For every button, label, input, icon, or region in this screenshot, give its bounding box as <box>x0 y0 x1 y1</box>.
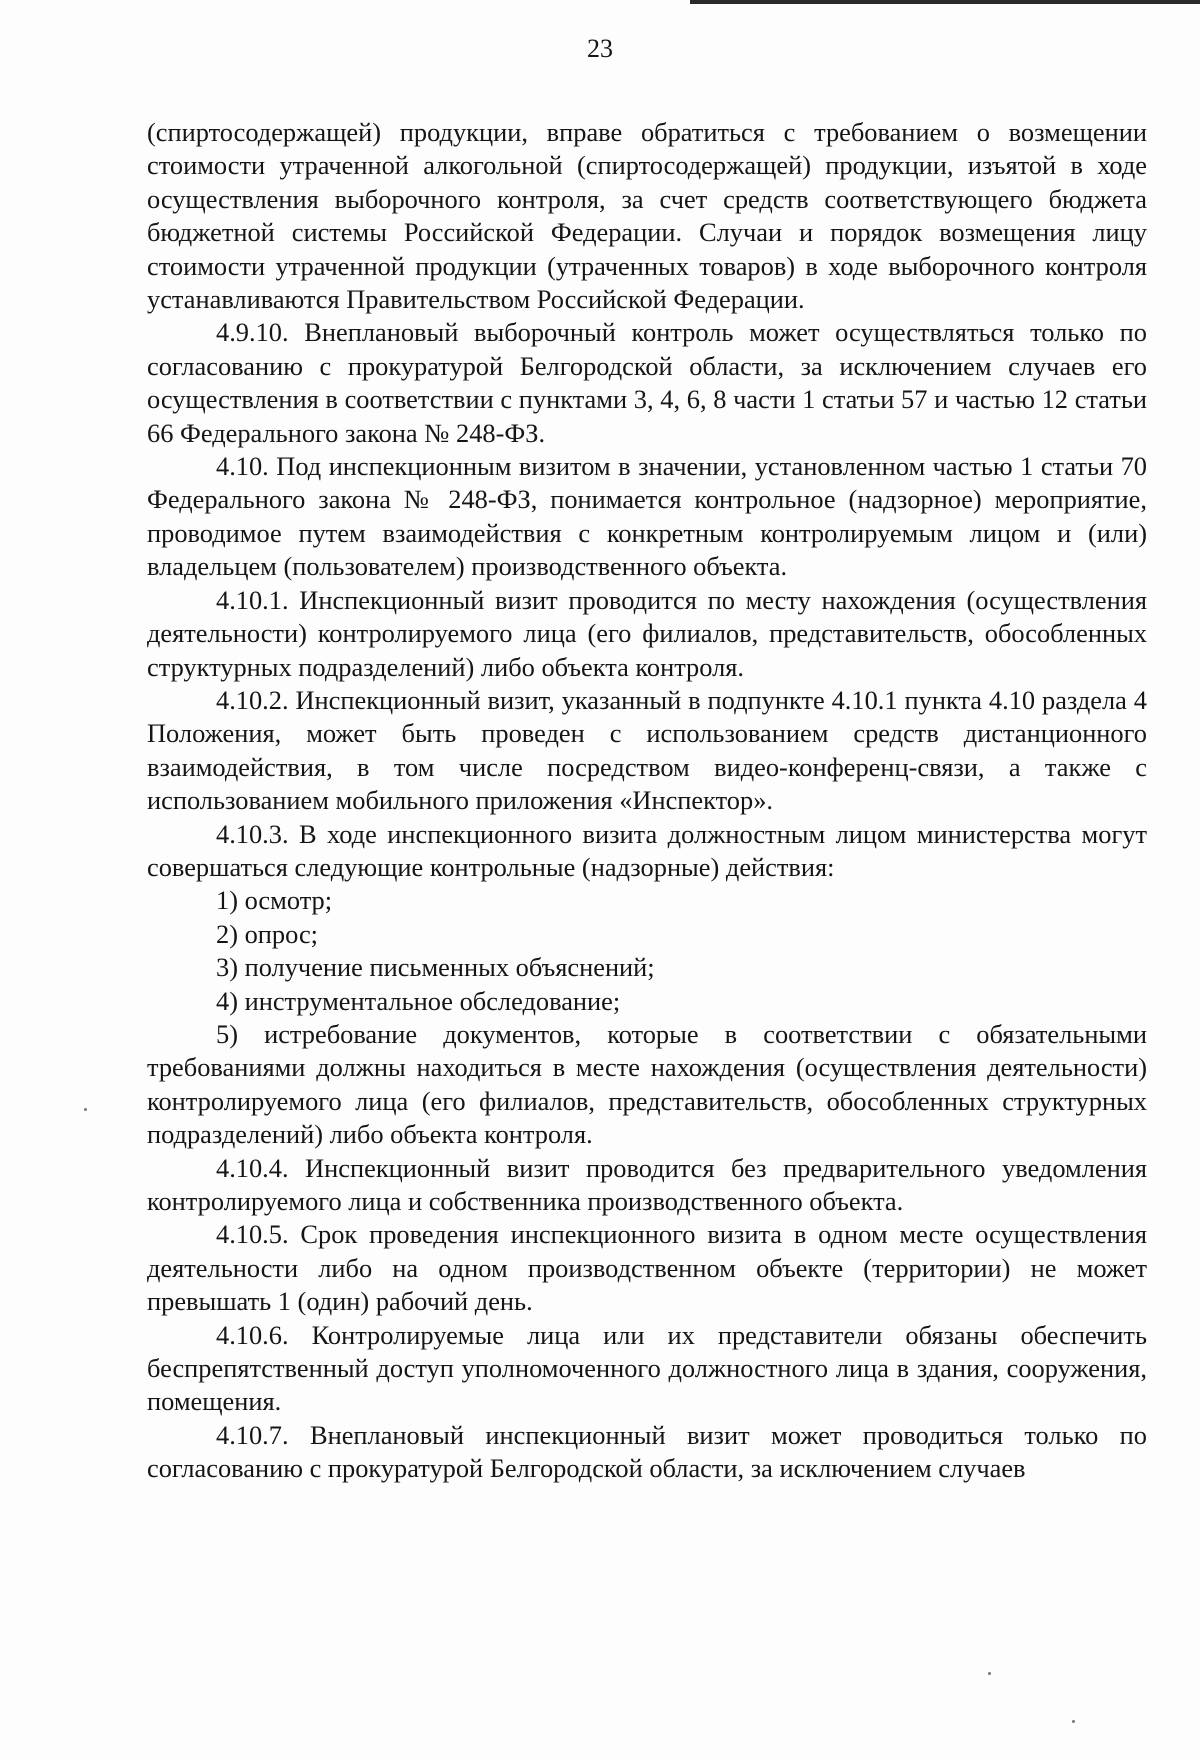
paragraph-4-9-10: 4.9.10. Внеплановый выборочный контроль может осуществляться только по согласованию с прокуратурой Белгородской области, за исключением случаев его осуществления в соответствии с пунктами 3, 4, 6, 8 части 1 статьи 57 и частью 12 статьи 66 Федерального закона № 248-ФЗ. <box>147 317 1147 448</box>
paragraph-continuation: (спиртосодержащей) продукции, вправе обратиться с требованием о возмещении стоимости утраченной алкогольной (спиртосодержащей) продукции, изъятой в ходе осуществления выборочного контроля, за счет средств соответствующего бюджета бюджетной системы Российской Федерации. Случаи и порядок возмещения лицу стоимости утраченной продукции (утраченных товаров) в ходе выборочного контроля устанавливаются Правительством Российской Федерации. <box>147 117 1147 315</box>
paragraph-4-10: 4.10. Под инспекционным визитом в значении, установленном частью 1 статьи 70 Федерального закона № 248-ФЗ, понимается контрольное (надзорное) мероприятие, проводимое путем взаимодействия с конкретным контролируемым лицом и (или) владельцем (пользователем) производственного объекта. <box>147 451 1147 582</box>
list-item-2: 2) опрос; <box>216 918 318 949</box>
list-item-5: 5) истребование документов, которые в соответствии с обязательными требованиями должны находиться в месте нахождения (осуществления деятельности) контролируемого лица (его филиалов, представительств, обособленных структурных подразделений) либо объекта контроля. <box>147 1018 1147 1150</box>
list-item-4: 4) инструментальное обследование; <box>216 985 621 1016</box>
list-item-3: 3) получение письменных объяснений; <box>216 952 655 983</box>
paragraph-4-10-3: 4.10.3. В ходе инспекционного визита должностным лицом министерства могут совершаться следующие контрольные (надзорные) действия: <box>147 818 1147 882</box>
scan-speck <box>84 1108 87 1111</box>
paragraph-4-10-4: 4.10.4. Инспекционный визит проводится без предварительного уведомления контролируемого лица и собственника производственного объекта. <box>147 1152 1147 1216</box>
paragraph-4-10-2: 4.10.2. Инспекционный визит, указанный в подпункте 4.10.1 пункта 4.10 раздела 4 Положения, может быть проведен с использованием средств дистанционного взаимодействия, в том числе посредством видео-конференц-связи, а также с использованием мобильного приложения «Инспектор». <box>147 684 1147 816</box>
page-number: 23 <box>587 34 613 63</box>
document-body <box>147 116 1147 1486</box>
list-item-1: 1) осмотр; <box>216 885 333 916</box>
paragraph-4-10-7: 4.10.7. Внеплановый инспекционный визит может проводиться только по согласованию с прокуратурой Белгородской области, за исключением случаев <box>147 1419 1147 1484</box>
paragraph-4-10-6: 4.10.6. Контролируемые лица или их представители обязаны обеспечить беспрепятственный доступ уполномоченного должностного лица в здания, сооружения, помещения. <box>147 1319 1147 1417</box>
scan-speck <box>1072 1720 1075 1723</box>
paragraph-4-10-5: 4.10.5. Срок проведения инспекционного визита в одном месте осуществления деятельности либо на одном производственном объекте (территории) не может превышать 1 (один) рабочий день. <box>147 1219 1147 1317</box>
scan-speck <box>988 1672 991 1675</box>
scan-edge-line <box>690 0 1200 4</box>
paragraph-4-10-1: 4.10.1. Инспекционный визит проводится по месту нахождения (осуществления деятельности) контролируемого лица (его филиалов, представительств, обособленных структурных подразделений) либо объекта контроля. <box>147 584 1147 682</box>
